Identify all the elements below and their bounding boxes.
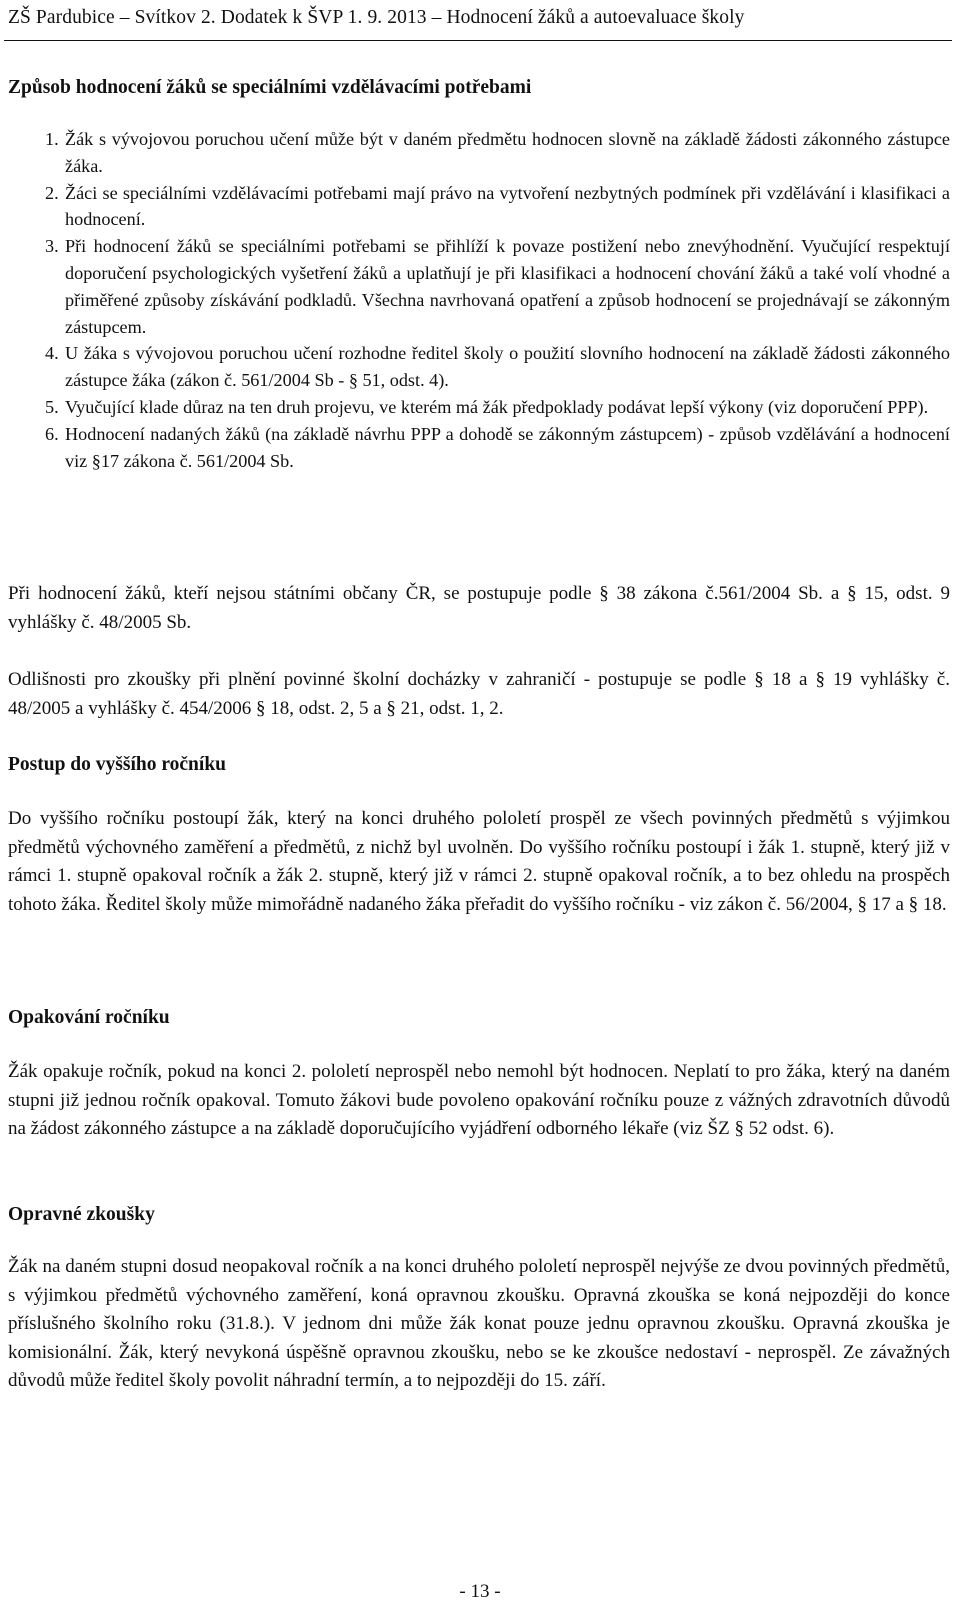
list-item-text: Žák s vývojovou poruchou učení může být v daném předmětu hodnocen slovně na základě žádosti zákonného zástupce žáka.: [65, 129, 950, 176]
paragraph-abroad-exams: Odlišnosti pro zkoušky při plnění povinné školní docházky v zahraničí - postupuje se podle § 18 a § 19 vyhlášky č. 48/2005 a vyhlášky č. 454/2006 § 18, odst. 2, 5 a § 21, odst. 1, 2.: [8, 669, 950, 719]
page-number: - 13 -: [459, 1581, 501, 1602]
paragraph-retake: Žák na daném stupni dosud neopakoval ročník a na konci druhého pololetí neprospěl nejvýše ze dvou povinných předmětů, s výjimkou předmětů výchovného zaměření, koná opravnou zkoušku. Opravná zkouška se koná nejpozději do konce příslušného školního roku (31.8.). V jednom dni může žák konat pouze jednu opravnou zkoušku. Opravná zkouška je komisionální. Žák, který nevykoná úspěšně opravnou zkoušku, nebo se ke zkoušce nedostaví - neprospěl. Ze závažných důvodů může ředitel školy povolit náhradní termín, a to nejpozději do 15. září.: [8, 1256, 950, 1392]
header-rule: [4, 40, 952, 41]
paragraph-advance: Do vyššího ročníku postoupí žák, který na konci druhého pololetí prospěl ze všech povinných předmětů s výjimkou předmětů výchovného zaměření a předmětů, z nichž byl uvolněn. Do vyššího ročníku postoupí i žák 1. stupně, který již v rámci 1. stupně opakoval ročník a žák 2. stupně, který již v rámci 2. stupně opakoval ročník, a to bez ohledu na prospěch tohoto žáka. Ředitel školy může mimořádně nadaného žáka přeřadit do vyššího ročníku - viz zákon č. 56/2004, § 17 a § 18.: [8, 808, 950, 915]
list-item: [8, 340, 950, 394]
list-item: [8, 233, 950, 340]
list-item-number: 5.: [45, 396, 59, 417]
list-item: [8, 394, 950, 421]
list-item-text: Hodnocení nadaných žáků (na základě návrhu PPP a dohodě se zákonným zástupcem) - způsob vzdělávání a hodnocení viz §17 zákona č. 561/2004 Sb.: [65, 423, 950, 471]
heading-repeat: Opakování ročníku: [8, 1007, 170, 1028]
heading-advance: Postup do vyššího ročníku: [8, 754, 227, 775]
running-header: ZŠ Pardubice – Svítkov 2. Dodatek k ŠVP 1. 9. 2013 – Hodnocení žáků a autoevaluace školy: [8, 7, 745, 28]
list-item: [8, 126, 950, 180]
paragraph-repeat: Žák opakuje ročník, pokud na konci 2. pololetí neprospěl nebo nemohl být hodnocen. Neplatí to pro žáka, který na daném stupni již jednou ročník opakoval. Tomuto žákovi bude povoleno opakování ročníku pouze z vážných zdravotních důvodů na žádost zákonného zástupce a na základě doporučujícího vyjádření odborného lékaře (viz ŠZ § 52 odst. 6).: [8, 1061, 950, 1140]
numbered-list: [8, 126, 950, 474]
list-item-number: 4.: [45, 343, 59, 364]
section-title: Způsob hodnocení žáků se speciálními vzdělávacími potřebami: [8, 77, 532, 98]
paragraph-foreign-citizens: Při hodnocení žáků, kteří nejsou státními občany ČR, se postupuje podle § 38 zákona č.561/2004 Sb. a § 15, odst. 9 vyhlášky č. 48/2005 Sb.: [8, 583, 950, 633]
list-item-text: Žáci se speciálními vzdělávacími potřebami mají právo na vytvoření nezbytných podmínek při vzdělávání i klasifikaci a hodnocení.: [65, 182, 950, 230]
list-item-number: 3.: [45, 236, 59, 257]
heading-retake: Opravné zkoušky: [8, 1204, 155, 1225]
list-item-number: 1.: [45, 129, 59, 149]
list-item-number: 6.: [45, 423, 59, 444]
list-item-text: Při hodnocení žáků se speciálními potřebami se přihlíží k povaze postižení nebo znevýhodnění. Vyučující respektují doporučení psychologických vyšetření žáků a uplatňují je při klasifikaci a hodnocení chování žáků a také volí vhodné a přiměřené způsoby získávání podkladů. Všechna navrhovaná opatření a způsob hodnocení se projednávají se zákonným zástupcem.: [65, 236, 950, 337]
list-item: [8, 180, 950, 234]
list-item: [8, 421, 950, 475]
list-item-text: U žáka s vývojovou poruchou učení rozhodne ředitel školy o použití slovního hodnocení na základě žádosti zákonného zástupce žáka (zákon č. 561/2004 Sb - § 51, odst. 4).: [65, 343, 950, 391]
list-item-number: 2.: [45, 182, 59, 203]
list-item-text: Vyučující klade důraz na ten druh projevu, ve kterém má žák předpoklady podávat lepší výkony (viz doporučení PPP).: [65, 396, 929, 417]
